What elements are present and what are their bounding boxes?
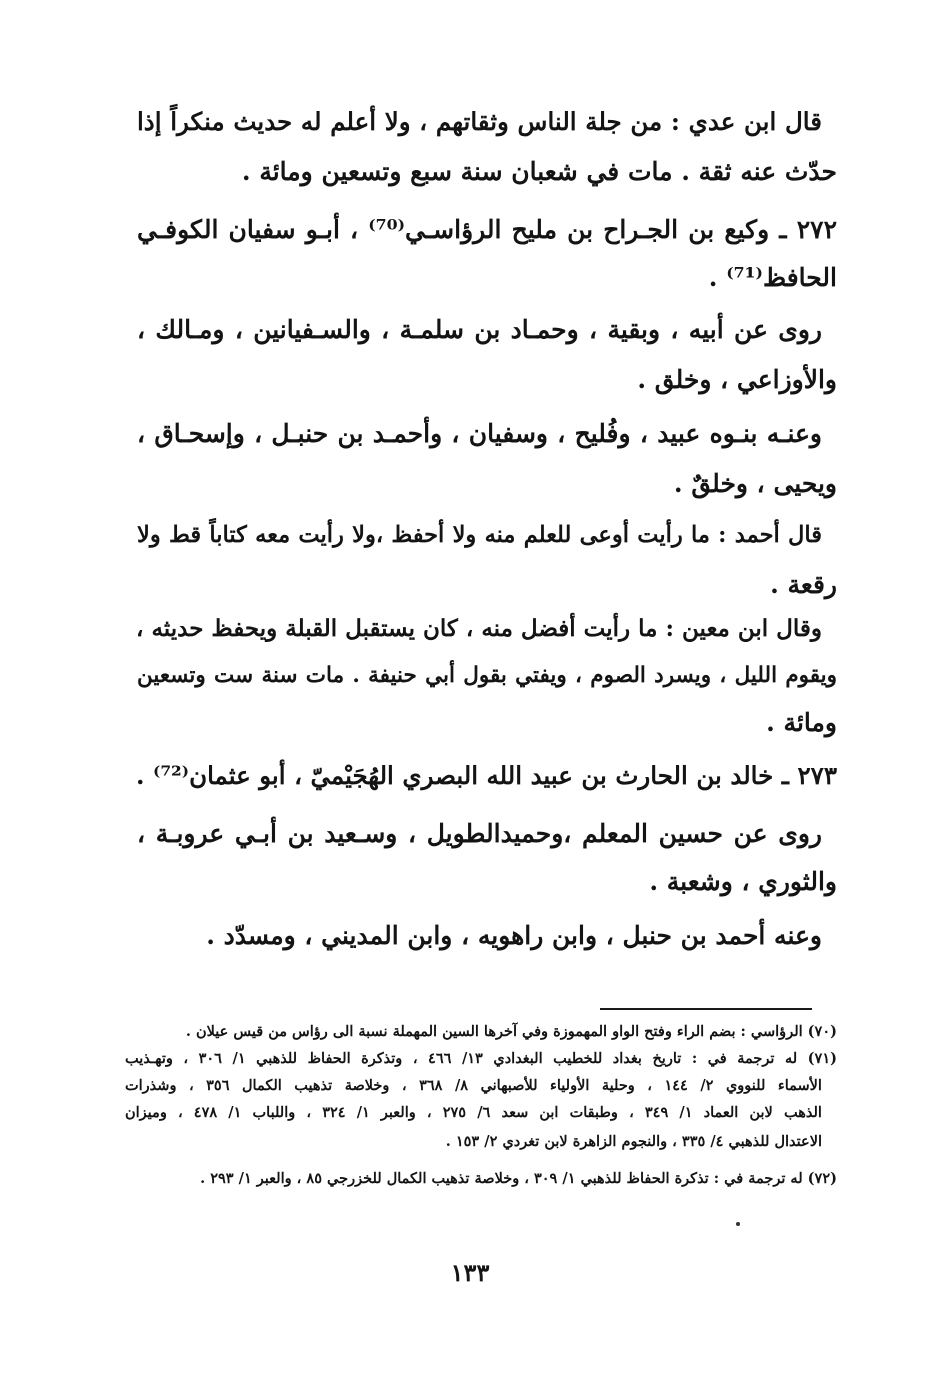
- page-number: ١٣٣: [450, 1258, 490, 1287]
- entry-heading-272-cont: الحافظ⁽⁷¹⁾ .: [708, 263, 837, 292]
- entry-heading-273: ٢٧٣ ـ خالد بن الحارث بن عبيد الله البصري الهُجَيْميّ ، أبو عثمان⁽⁷²⁾ .: [135, 761, 837, 790]
- body-line: قال ابن عدي : من جلة الناس وثقاتهم ، ولا أعلم له حديث منكراً إذا: [137, 107, 822, 136]
- entry-heading-272: ٢٧٢ ـ وكيع بن الجـراح بن مليح الرؤاسـي⁽⁷⁰⁾ ، أبـو سفيان الكوفـي: [137, 215, 838, 244]
- body-line: ومائة .: [766, 708, 837, 737]
- body-line: وعنه أحمد بن حنبل ، وابن راهويه ، وابن المديني ، ومسدّد .: [206, 921, 822, 950]
- body-line: وقال ابن معين : ما رأيت أفضل منه ، كان يستقبل القبلة ويحفظ حديثه ،: [136, 615, 822, 642]
- body-line: قال أحمد : ما رأيت أوعى للعلم منه ولا أحفظ ،ولا رأيت معه كتاباً قط ولا: [137, 522, 822, 548]
- footnote-line: (٧١) له ترجمة في : تاريخ بغداد للخطيب البغدادي ١٣/ ٤٦٦ ، وتذكرة الحفاظ للذهبي ١/ ٣٠٦ ، وتهـذيب: [125, 1050, 837, 1067]
- body-line: روى عن حسين المعلم ،وحميدالطويل ، وسـعيد بن أبـي عروبـة ،: [137, 819, 822, 848]
- footnote-line: الاعتدال للذهبي ٤/ ٣٣٥ ، والنجوم الزاهرة لابن تغردي ٢/ ١٥٣ .: [445, 1133, 822, 1150]
- body-line: ويحيى ، وخلقٌ .: [673, 469, 837, 498]
- ink-speck: [736, 1222, 740, 1226]
- footnote-line: الذهب لابن العماد ١/ ٣٤٩ ، وطبقات ابن سعد ٦/ ٢٧٥ ، والعبر ١/ ٣٢٤ ، واللباب ١/ ٤٧٨ ، وميزان: [125, 1104, 822, 1121]
- footnote-line: (٧٢) له ترجمة في : تذكرة الحفاظ للذهبي ١/ ٣٠٩ ، وخلاصة تذهيب الكمال للخزرجي ٨٥ ، والعبر ١/ ٢٩٣ .: [200, 1170, 837, 1187]
- body-line: روى عن أبيه ، وبقية ، وحمـاد بن سلمـة ، والسـفيانين ، ومـالك ،: [137, 315, 822, 344]
- footnote-line: الأسماء للنووي ٢/ ١٤٤ ، وحلية الأولياء للأصبهاني ٨/ ٣٦٨ ، وخلاصة تذهيب الكمال ٣٥٦ ، وشذرات: [125, 1077, 822, 1094]
- footnote-separator: [600, 1008, 812, 1010]
- body-line: وعنـه بنـوه عبيد ، وفُليح ، وسفيان ، وأحمـد بن حنبـل ، وإسحـاق ،: [137, 419, 822, 448]
- body-line: رقعة .: [770, 570, 837, 599]
- body-line: ويقوم الليل ، ويسرد الصوم ، ويفتي بقول أبي حنيفة . مات سنة ست وتسعين: [137, 663, 837, 688]
- footnote-line: (٧٠) الرؤاسي : بضم الراء وفتح الواو المهموزة وفي آخرها السين المهملة نسبة الى رؤاس من قيس عيلان .: [185, 1023, 837, 1040]
- body-line: والأوزاعي ، وخلق .: [637, 365, 837, 394]
- body-line: والثوري ، وشعبة .: [649, 867, 837, 896]
- body-line: حدّث عنه ثقة . مات في شعبان سنة سبع وتسعين ومائة .: [241, 157, 837, 186]
